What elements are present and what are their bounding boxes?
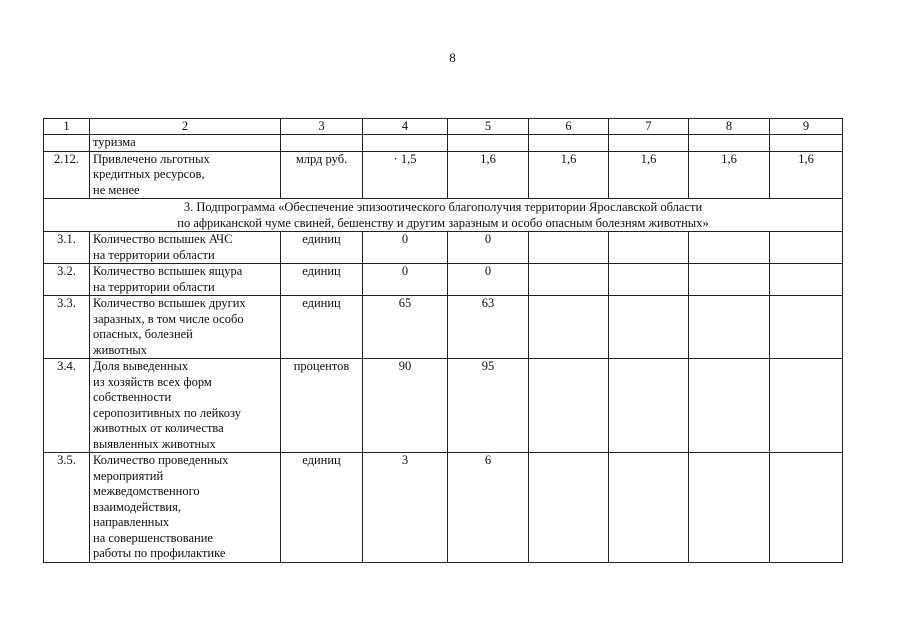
unit-of-measure: единиц (281, 232, 363, 264)
indicator-value (689, 232, 770, 264)
page-number: 8 (449, 50, 456, 65)
section-title: 3. Подпрограмма «Обеспечение эпизоотического благополучия территории Ярославской области по африканской чуме свиней, бешенству и другим заразным и особо опасным болезням животных» (44, 199, 843, 232)
indicators-table (43, 118, 843, 563)
unit-of-measure: единиц (281, 264, 363, 296)
column-header: 9 (770, 119, 843, 135)
row-number: 3.4. (44, 359, 90, 453)
indicator-value: 6 (448, 453, 529, 563)
indicator-value (689, 359, 770, 453)
unit-of-measure: процентов (281, 359, 363, 453)
indicator-value (770, 359, 843, 453)
indicator-name: Количество вспышек других заразных, в том числе особо опасных, болезней животных (90, 296, 281, 359)
unit-of-measure: единиц (281, 453, 363, 563)
indicator-value: · 1,5 (363, 151, 448, 199)
indicator-value: 0 (448, 264, 529, 296)
indicator-name: Количество вспышек ящура на территории области (90, 264, 281, 296)
indicator-value (529, 296, 609, 359)
indicator-value: 1,6 (609, 151, 689, 199)
indicator-value: 3 (363, 453, 448, 563)
table-row (44, 135, 843, 152)
indicator-value (609, 296, 689, 359)
row-number: 3.1. (44, 232, 90, 264)
indicator-value (689, 135, 770, 152)
indicator-name: Количество вспышек АЧС на территории области (90, 232, 281, 264)
indicator-value (770, 232, 843, 264)
indicator-value (529, 232, 609, 264)
indicator-value (770, 135, 843, 152)
table-row (44, 264, 843, 296)
table-row (44, 453, 843, 563)
column-header: 2 (90, 119, 281, 135)
indicator-value (609, 359, 689, 453)
indicator-name: Количество проведенных мероприятий межведомственного взаимодействия, направленных на совершенствование работы по профилактике (90, 453, 281, 563)
row-number (44, 135, 90, 152)
indicator-name: туризма (90, 135, 281, 152)
column-header: 5 (448, 119, 529, 135)
unit-of-measure: единиц (281, 296, 363, 359)
section-row (44, 199, 843, 232)
table-header-row (44, 119, 843, 135)
indicator-value: 1,6 (448, 151, 529, 199)
indicator-name: Привлечено льготных кредитных ресурсов, не менее (90, 151, 281, 199)
column-header: 3 (281, 119, 363, 135)
indicator-value (689, 296, 770, 359)
table-row (44, 296, 843, 359)
indicator-value: 90 (363, 359, 448, 453)
indicator-value: 1,6 (529, 151, 609, 199)
indicator-name: Доля выведенных из хозяйств всех форм собственности серопозитивных по лейкозу животных от количества выявленных животных (90, 359, 281, 453)
indicator-value (363, 135, 448, 152)
column-header: 7 (609, 119, 689, 135)
table-row (44, 359, 843, 453)
indicator-value (770, 264, 843, 296)
indicator-value (689, 264, 770, 296)
indicator-value: 65 (363, 296, 448, 359)
row-number: 3.5. (44, 453, 90, 563)
indicator-value (448, 135, 529, 152)
unit-of-measure (281, 135, 363, 152)
indicator-value (529, 359, 609, 453)
indicator-value (529, 135, 609, 152)
indicator-value (609, 264, 689, 296)
table-row (44, 232, 843, 264)
indicator-value: 0 (363, 264, 448, 296)
indicator-value (529, 453, 609, 563)
column-header: 6 (529, 119, 609, 135)
indicator-value (770, 453, 843, 563)
indicator-value (529, 264, 609, 296)
indicator-value: 95 (448, 359, 529, 453)
row-number: 2.12. (44, 151, 90, 199)
indicator-value (609, 135, 689, 152)
column-header: 4 (363, 119, 448, 135)
column-header: 1 (44, 119, 90, 135)
indicator-value: 1,6 (689, 151, 770, 199)
indicator-value: 1,6 (770, 151, 843, 199)
indicator-value: 0 (363, 232, 448, 264)
indicator-value (609, 232, 689, 264)
indicator-value: 0 (448, 232, 529, 264)
row-number: 3.3. (44, 296, 90, 359)
row-number: 3.2. (44, 264, 90, 296)
indicator-value (770, 296, 843, 359)
indicator-value: 63 (448, 296, 529, 359)
table-row (44, 151, 843, 199)
unit-of-measure: млрд руб. (281, 151, 363, 199)
indicator-value (689, 453, 770, 563)
indicator-value (609, 453, 689, 563)
column-header: 8 (689, 119, 770, 135)
